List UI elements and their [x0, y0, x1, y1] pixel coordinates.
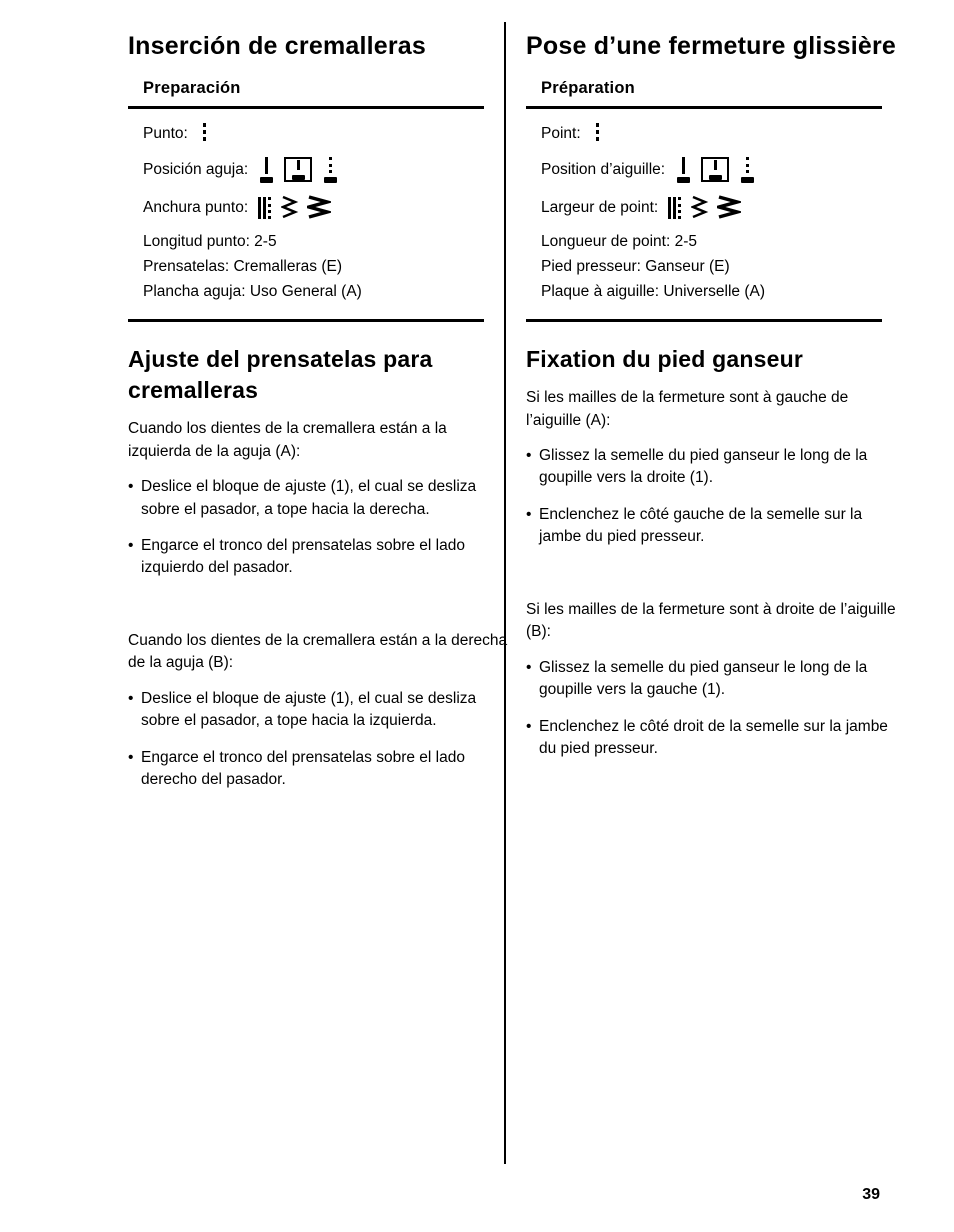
needle-position-left-icon	[674, 157, 694, 183]
instruction-block-b	[526, 599, 906, 761]
instruction-intro: Si les mailles de la fermeture sont à droite de l’aiguille (B):	[526, 600, 896, 641]
rule-bottom	[128, 319, 484, 322]
needle-position-right-icon	[738, 157, 758, 183]
section-title: Inserción de cremalleras	[128, 32, 427, 60]
zigzag-wide-icon	[307, 195, 331, 221]
instruction-intro: Cuando los dientes de la cremallera están a la derecha de la aguja (B):	[128, 631, 508, 672]
list-item: • Glissez la semelle du pied ganseur le long de la goupille vers la gauche (1).	[526, 657, 906, 702]
spec-icon-group	[257, 157, 348, 183]
rule-bottom	[526, 319, 882, 322]
spec-row-stitch-width	[128, 195, 508, 221]
spec-row-needle-position	[128, 157, 508, 183]
instruction-block-a	[128, 418, 508, 580]
needle-position-right-icon	[321, 157, 341, 183]
zigzag-narrow-icon	[281, 195, 299, 221]
list-item: • Enclenchez le côté gauche de la semelle sur la jambe du pied presseur.	[526, 504, 906, 549]
column-spanish	[128, 30, 508, 806]
preparation-heading: Préparation	[541, 79, 635, 97]
spec-line-presser-foot: Pied presseur: Ganseur (E)	[541, 258, 730, 275]
rule-top	[128, 106, 484, 109]
list-item: • Glissez la semelle du pied ganseur le long de la goupille vers la droite (1).	[526, 445, 906, 490]
spec-icon-group	[674, 157, 765, 183]
rule-top	[526, 106, 882, 109]
page-number: 39	[862, 1186, 880, 1203]
spec-label: Posición aguja:	[143, 161, 249, 178]
instruction-block-b	[128, 630, 508, 792]
spec-line-length: Longitud punto: 2-5	[143, 233, 277, 250]
straight-stitch-icon	[596, 123, 600, 145]
spec-line-needle-plate: Plaque à aiguille: Universelle (A)	[541, 283, 766, 300]
list-item: • Deslice el bloque de ajuste (1), el cual se desliza sobre el pasador, a tope hacia la izquierda.	[128, 688, 508, 733]
list-item: • Engarce el tronco del prensatelas sobre el lado derecho del pasador.	[128, 747, 508, 792]
needle-position-center-icon	[284, 157, 314, 183]
instruction-intro: Cuando los dientes de la cremallera están a la izquierda de la aguja (A):	[128, 420, 447, 460]
spec-icon-group	[667, 195, 749, 221]
section-title: Pose d’une fermeture glissière	[526, 32, 897, 60]
instruction-block-a	[526, 387, 906, 549]
needle-position-center-icon	[701, 157, 731, 183]
body-section-title: Fixation du pied ganseur	[526, 346, 803, 372]
straight-stitch-icon	[203, 123, 207, 145]
list-item: • Deslice el bloque de ajuste (1), el cual se desliza sobre el pasador, a tope hacia la derecha.	[128, 476, 508, 521]
spec-icon-group	[257, 195, 339, 221]
spec-row-stitch	[128, 123, 508, 145]
spec-line-length: Longueur de point: 2-5	[541, 233, 697, 250]
instruction-bullets	[128, 688, 508, 792]
stitch-width-bars-icon	[257, 195, 275, 221]
spec-label: Punto:	[143, 125, 188, 142]
spec-line-needle-plate: Plancha aguja: Uso General (A)	[143, 283, 362, 300]
spec-line-presser-foot: Prensatelas: Cremalleras (E)	[143, 258, 342, 275]
instruction-bullets	[526, 445, 906, 549]
spec-label: Anchura punto:	[143, 199, 249, 216]
spec-label: Point:	[541, 125, 581, 142]
instruction-bullets	[526, 657, 906, 761]
spec-label: Largeur de point:	[541, 199, 659, 216]
spec-row-needle-position	[526, 157, 906, 183]
list-item: • Engarce el tronco del prensatelas sobre el lado izquierdo del pasador.	[128, 535, 508, 580]
stitch-width-bars-icon	[667, 195, 685, 221]
spec-icon-group	[590, 123, 600, 145]
spec-label: Position d’aiguille:	[541, 161, 666, 178]
spec-row-stitch	[526, 123, 906, 145]
column-french	[526, 30, 906, 775]
spec-icon-group	[197, 123, 207, 145]
instruction-bullets	[128, 476, 508, 580]
spec-row-stitch-width	[526, 195, 906, 221]
body-section-title: Ajuste del prensatelas para cremalleras	[128, 346, 433, 404]
zigzag-narrow-icon	[691, 195, 709, 221]
zigzag-wide-icon	[717, 195, 741, 221]
needle-position-left-icon	[257, 157, 277, 183]
instruction-intro: Si les mailles de la fermeture sont à gauche de l’aiguille (A):	[526, 389, 849, 429]
list-item: • Enclenchez le côté droit de la semelle sur la jambe du pied presseur.	[526, 716, 906, 761]
preparation-heading: Preparación	[143, 79, 241, 97]
